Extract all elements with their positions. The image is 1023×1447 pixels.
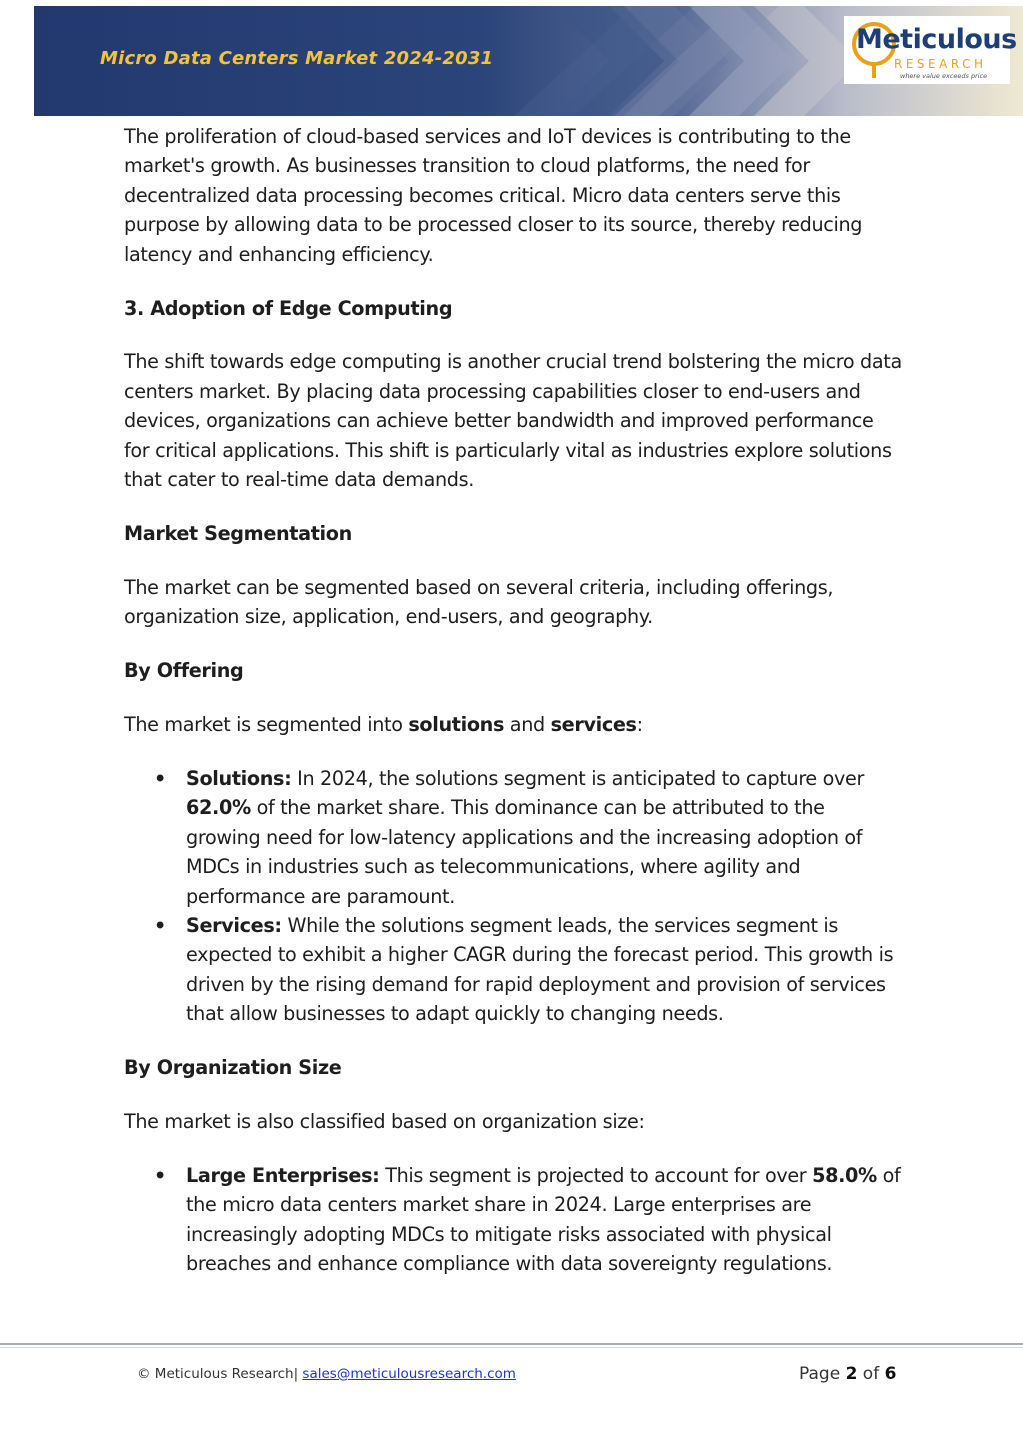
page-prefix: Page <box>799 1364 846 1384</box>
document-title: Micro Data Centers Market 2024-2031 <box>100 48 494 69</box>
offering-intro-and: and <box>504 713 551 737</box>
bullet-icon: • <box>154 767 166 790</box>
list-item-highlight: 58.0% <box>812 1163 877 1187</box>
list-item-text: This segment is projected to account for over <box>379 1163 813 1187</box>
list-item-services <box>124 911 904 1029</box>
list-item-label: Solutions: <box>186 767 292 790</box>
logo-subtitle: RESEARCH <box>894 57 987 71</box>
footer-copyright <box>137 1366 516 1382</box>
header-banner <box>34 6 1023 116</box>
footer-divider <box>0 1343 1023 1345</box>
document-body <box>124 122 904 1303</box>
list-item-solutions <box>124 764 904 911</box>
intro-paragraph: The proliferation of cloud-based services and IoT devices is contributing to the market's growth. As businesses transition to cloud platforms, the need for decentralized data processing becomes critical. Micro data centers serve this purpose by allowing data to be processed closer to its source, thereby reducing latency and enhancing efficiency. <box>124 125 863 266</box>
list-item-text: of the micro data centers market share in 2024. Large enterprises are increasingly adopting MDCs to mitigate risks associated with physical breaches and enhance compliance with data sovereignty regulations. <box>186 1163 901 1276</box>
bullet-icon: • <box>154 914 166 938</box>
section-heading-edge-computing: 3. Adoption of Edge Computing <box>124 296 453 320</box>
organization-intro-paragraph: The market is also classified based on organization size: <box>124 1110 645 1134</box>
offering-intro-prefix: The market is segmented into <box>124 713 409 737</box>
copyright-text: © Meticulous Research| <box>137 1366 303 1382</box>
segmentation-paragraph: The market can be segmented based on several criteria, including offerings, organization size, application, end-users, and geography. <box>124 575 834 629</box>
list-item-text: While the solutions segment leads, the services segment is expected to exhibit a higher CAGR during the forecast period. This growth is driven by the rising demand for rapid deployment and provision of services that allow businesses to adapt quickly to changing needs. <box>186 914 894 1026</box>
logo-tagline: where value exceeds price <box>900 72 988 80</box>
list-item-large-enterprises <box>124 1161 904 1279</box>
offering-intro-paragraph <box>124 710 904 739</box>
offering-intro-services: services <box>550 713 637 737</box>
section-heading-by-organization-size: By Organization Size <box>124 1056 342 1080</box>
list-item-highlight: 62.0% <box>186 796 251 820</box>
page-of: of <box>857 1364 885 1384</box>
section-heading-by-offering: By Offering <box>124 659 244 683</box>
page-current: 2 <box>845 1364 858 1384</box>
offering-intro-solutions: solutions <box>408 713 505 737</box>
list-item-text: In 2024, the solutions segment is anticipated to capture over <box>291 767 865 790</box>
section-heading-market-segmentation: Market Segmentation <box>124 521 352 545</box>
list-item-label: Large Enterprises: <box>186 1163 380 1187</box>
page-total: 6 <box>884 1364 897 1384</box>
company-logo <box>844 16 1017 84</box>
list-item-label: Services: <box>186 914 282 938</box>
bullet-icon: • <box>154 1163 166 1187</box>
sales-email-link[interactable]: sales@meticulousresearch.com <box>302 1366 516 1382</box>
offering-list <box>124 764 904 1029</box>
footer-divider-secondary <box>0 1347 1023 1348</box>
page-number <box>799 1364 896 1384</box>
edge-computing-paragraph: The shift towards edge computing is another crucial trend bolstering the micro data centers market. By placing data processing capabilities closer to end-users and devices, organizations can achieve better bandwidth and improved performance for critical applications. This shift is particularly vital as industries explore solutions that cater to real-time data demands. <box>124 350 902 492</box>
offering-intro-suffix: : <box>636 713 643 737</box>
organization-list <box>124 1161 904 1279</box>
list-item-text: of the market share. This dominance can be attributed to the growing need for low-latency applications and the increasing adoption of MDCs in industries such as telecommunications, where agility and performance are paramount. <box>186 796 863 908</box>
logo-name: Meticulous <box>856 24 1017 55</box>
